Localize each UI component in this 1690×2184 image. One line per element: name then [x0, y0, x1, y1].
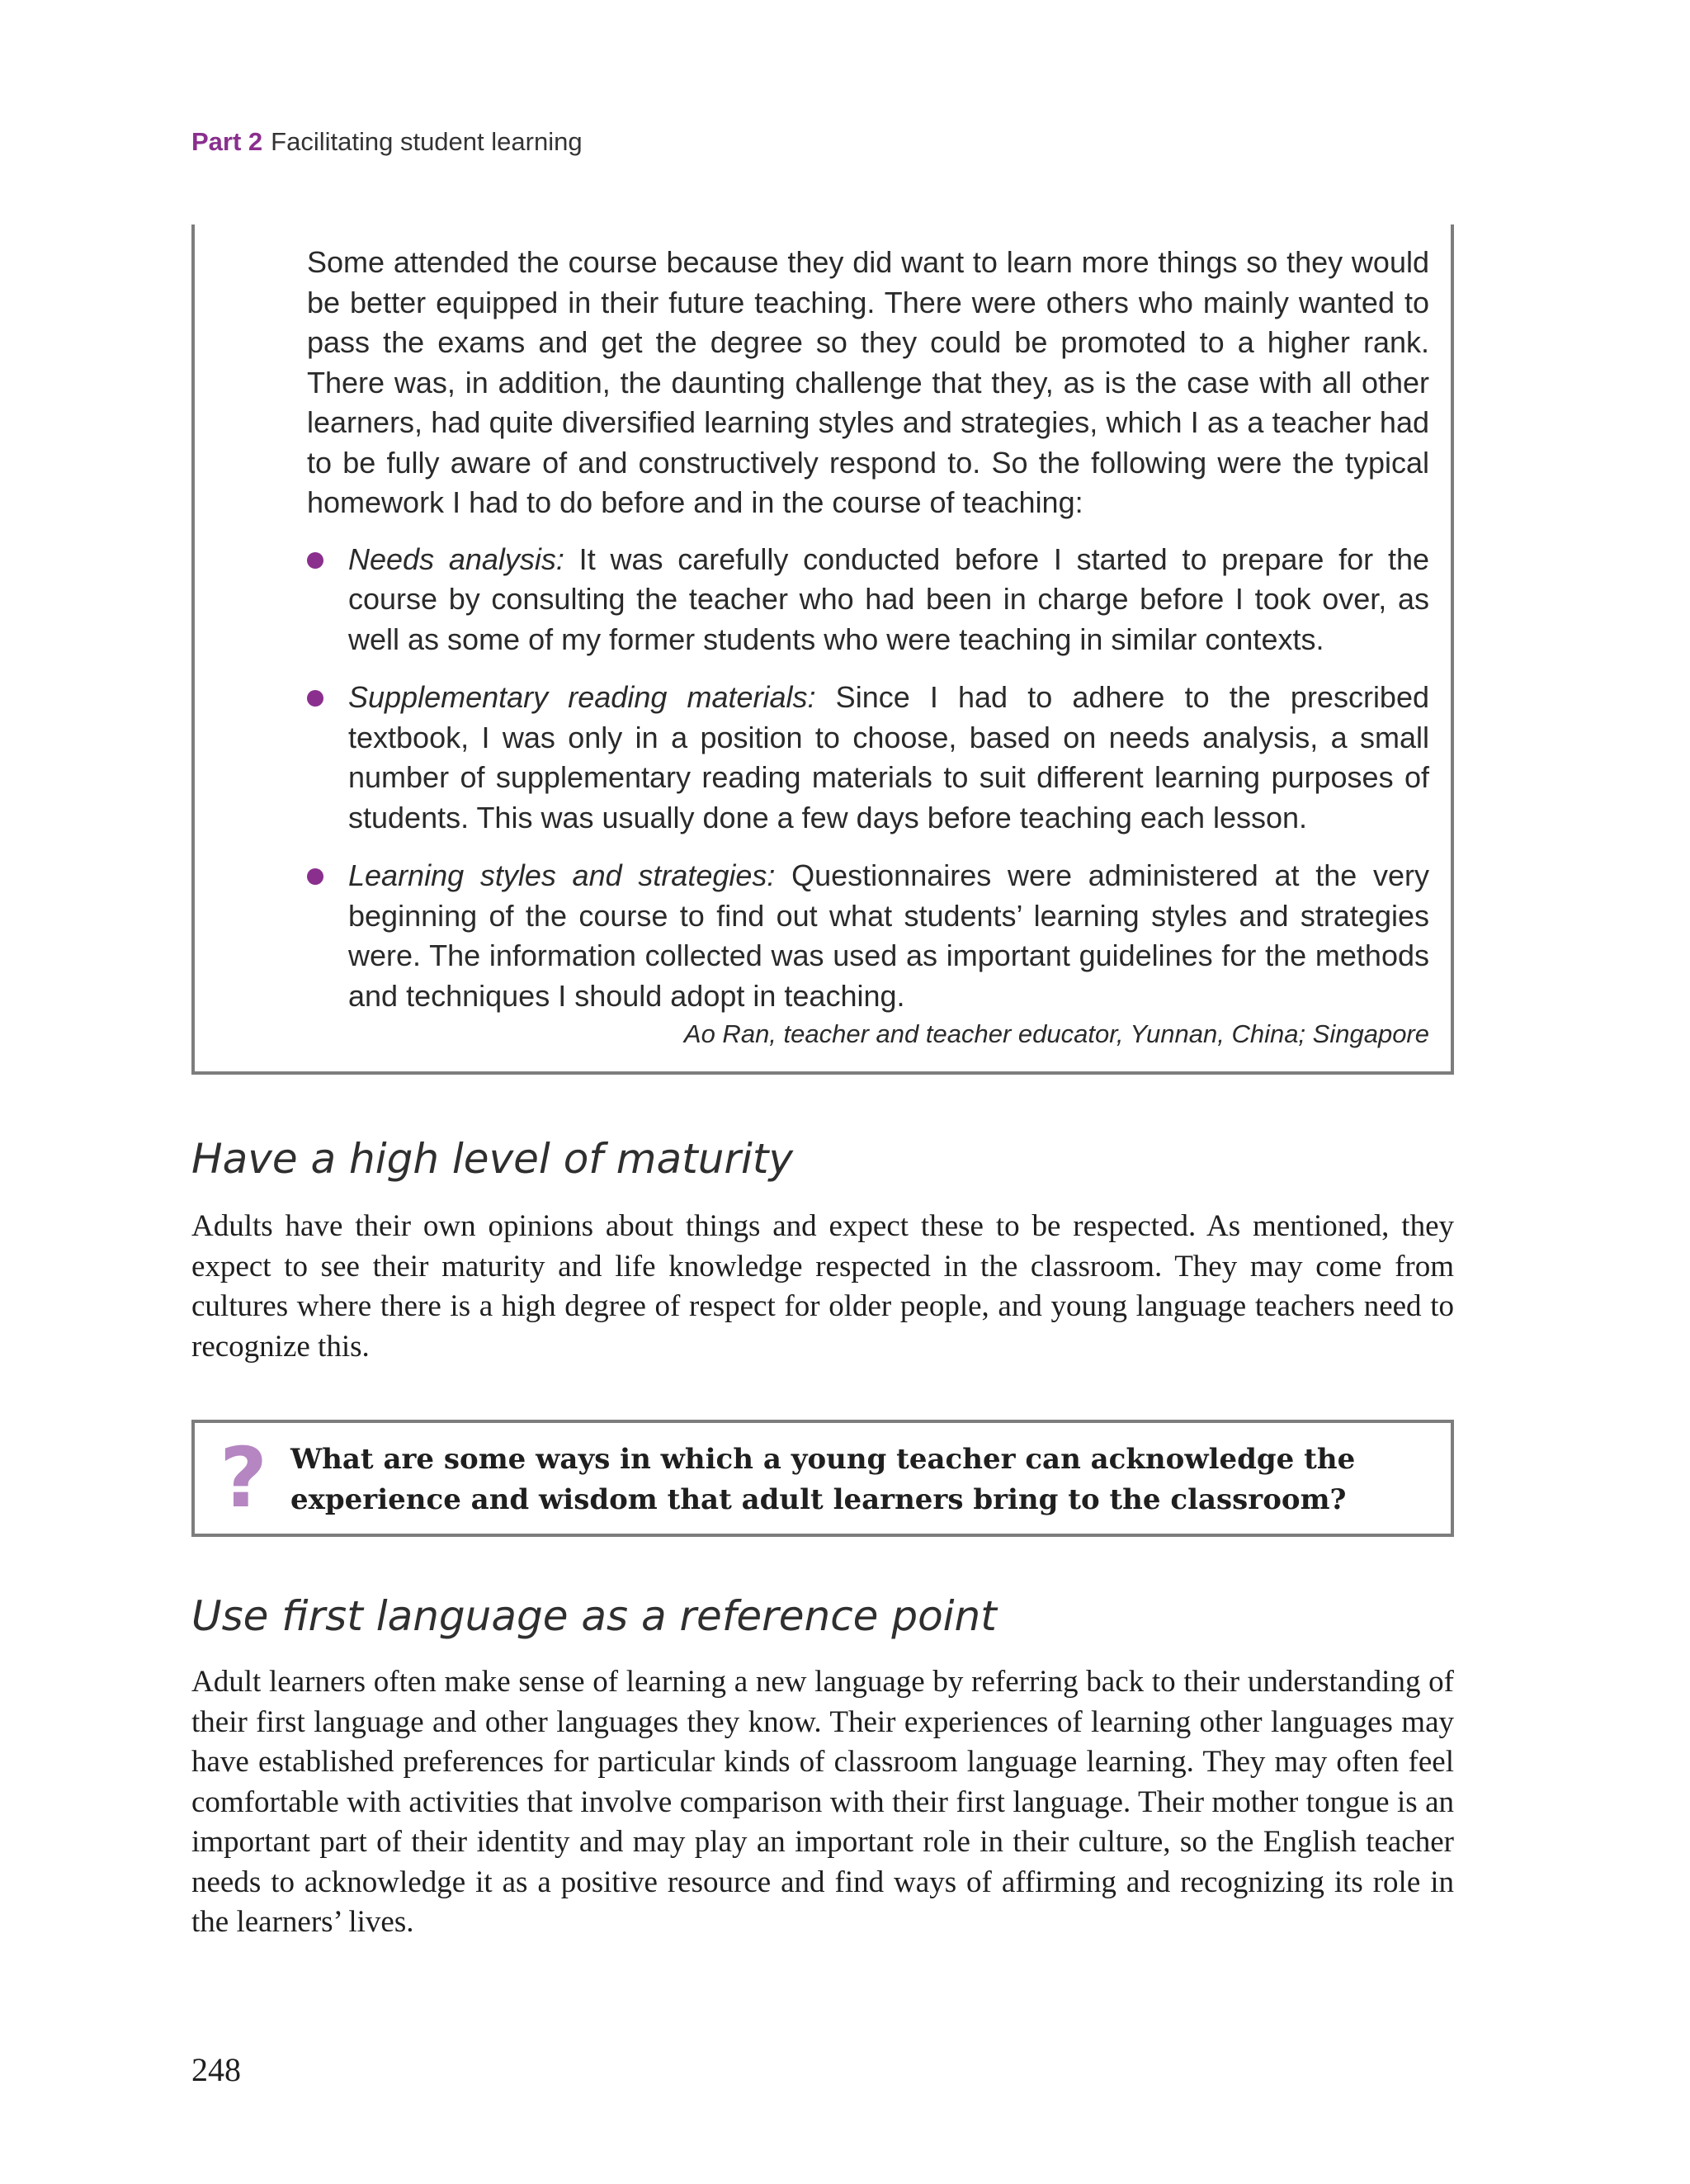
bullet-item-needs-analysis: [307, 540, 1429, 660]
quote-box: [191, 225, 1454, 1075]
bullet-text: Since I had to adhere to the prescribed textbook, I was only in a position to choose, based on needs analysis, a small number of supplementary reading materials to suit different learning purposes of students. This was usually done a few days before teaching each lesson.: [348, 680, 1430, 834]
section-body-maturity: Adults have their own opinions about things and expect these to be respected. As mentioned, they expect to see their maturity and life knowledge respected in the classroom. They may come from cultures where there is a high degree of respect for older people, and young language teachers need to recognize this.: [191, 1209, 1454, 1364]
quote-bullet-list: [307, 540, 1429, 1017]
bullet-item-supplementary-reading: [307, 678, 1429, 838]
page-number: 248: [191, 2051, 241, 2088]
section-heading-first-language: Use first language as a reference point: [191, 1592, 997, 1640]
bullet-term: Supplementary reading materials:: [348, 680, 816, 714]
quote-attribution: Ao Ran, teacher and teacher educator, Yunnan, China; Singapore: [683, 1019, 1429, 1048]
section-heading-maturity: Have a high level of maturity: [191, 1135, 794, 1183]
bullet-item-learning-styles: [307, 856, 1429, 1016]
bullet-dot-icon: [307, 690, 323, 707]
quote-intro: Some attended the course because they did want to learn more things so they would be better equipped in their future teaching. There were others who mainly wanted to pass the exams and get the degree so they could be promoted to a higher rank. There was, in addition, the daunting challenge that they, as is the case with all other learners, had quite diversified learning styles and strategies, which I as a teacher had to be fully aware of and constructively respond to. So the following were the typical homework I had to do before and in the course of teaching:: [307, 245, 1429, 519]
bullet-dot-icon: [307, 868, 323, 885]
bullet-text: It was carefully conducted before I started to prepare for the course by consulting the teacher who had been in charge before I took over, as well as some of my former students who were teaching in similar contexts.: [348, 541, 1429, 656]
section-body-first-language: Adult learners often make sense of learning a new language by referring back to their understanding of their first language and other languages they know. Their experiences of learning other languages may have established preferences for particular kinds of classroom language learning. They may often feel comfortable with activities that involve comparison with their first language. Their mother tongue is an important part of their identity and may play an important role in their culture, so the English teacher needs to acknowledge it as a positive resource and find ways of affirming and recognizing its role in the learners’ lives.: [191, 1665, 1454, 1939]
bullet-term: Needs analysis:: [348, 541, 564, 576]
section-title: Facilitating student learning: [271, 127, 583, 156]
bullet-term: Learning styles and strategies:: [348, 858, 776, 892]
reflection-question-text: What are some ways in which a young teacher can acknowledge the experience and wisdom that adult learners bring to the classroom?: [290, 1443, 1356, 1516]
bullet-text: Questionnaires were administered at the very beginning of the course to find out what students’ learning styles and strategies were. The information collected was used as important guidelines for the methods and techniques I should adopt in teaching.: [348, 858, 1429, 1013]
part-label: Part 2: [191, 127, 263, 156]
quote-content: [307, 243, 1429, 1051]
reflection-question-box: [191, 1420, 1454, 1537]
question-mark-icon: ?: [220, 1430, 268, 1526]
running-head: [191, 125, 583, 158]
bullet-dot-icon: [307, 552, 323, 569]
